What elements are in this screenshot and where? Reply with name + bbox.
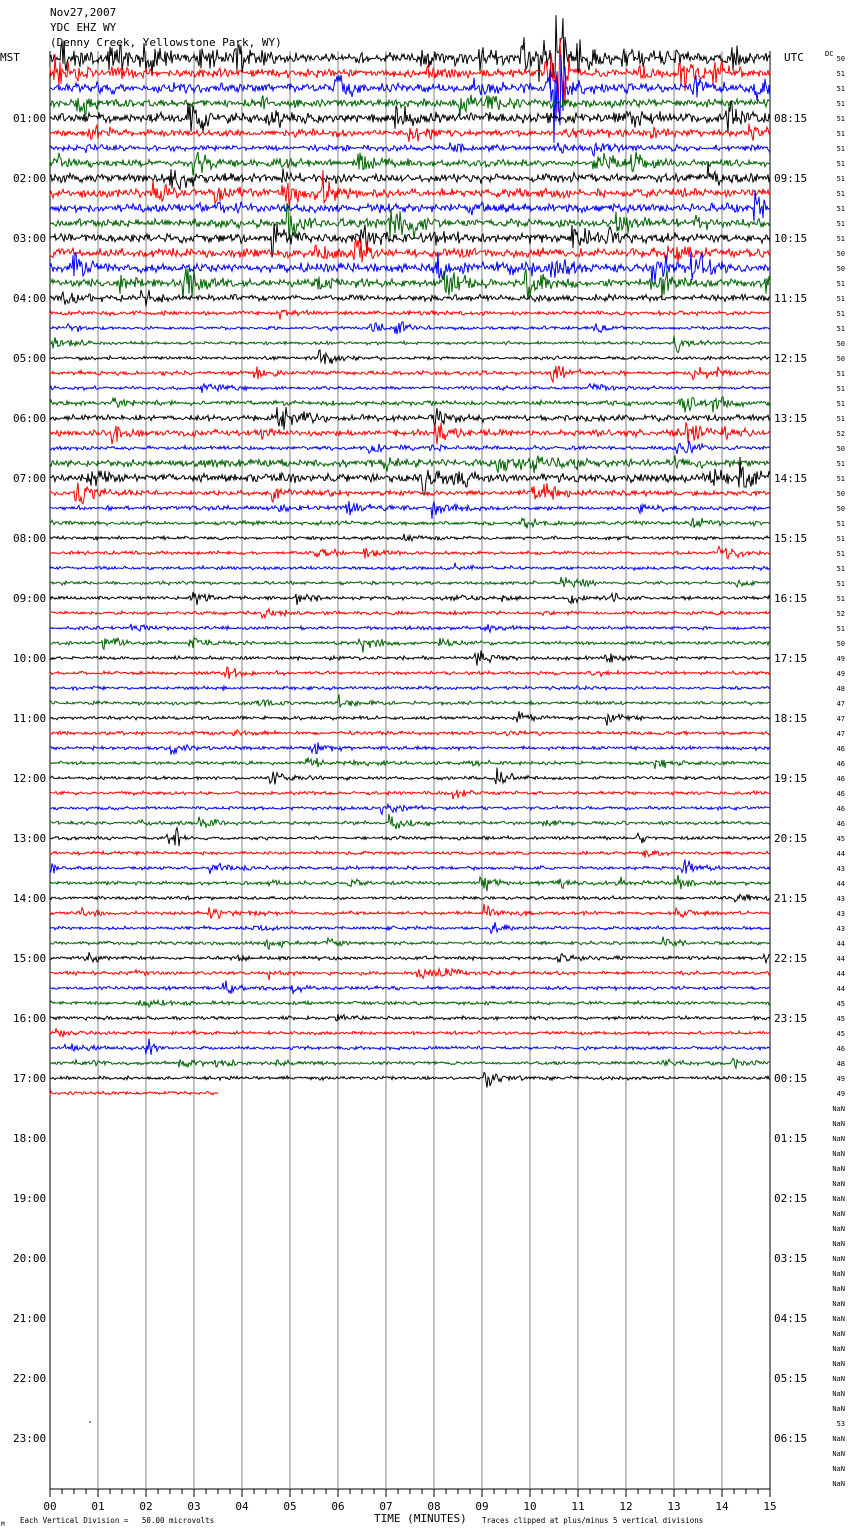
minute-gridlines [98,51,722,1489]
dc-value: 45 [836,1000,845,1008]
trace-row-27 [50,456,770,474]
dc-value: NaN [832,1105,845,1113]
mst-hour-label: 08:00 [13,532,47,545]
trace-row-24 [50,407,770,430]
utc-hour-label: 19:15 [774,772,808,785]
footer-clip-note: Traces clipped at plus/minus 5 vertical divisions [482,1516,704,1525]
dc-value: 51 [836,475,845,483]
mst-hour-label: 17:00 [13,1072,47,1085]
dc-value: 51 [836,70,845,78]
trace-row-9 [50,170,770,205]
mst-hour-label: 01:00 [13,112,47,125]
dc-value: NaN [832,1375,845,1383]
x-tick-label: 08 [427,1500,441,1513]
trace-row-67 [50,1058,770,1068]
dc-value: 43 [836,910,845,918]
dc-value: 51 [836,550,845,558]
dc-value: NaN [832,1450,845,1458]
dc-value: NaN [832,1345,845,1353]
dc-value: NaN [832,1360,845,1368]
mst-hour-labels [13,112,46,1445]
mst-hour-label: 18:00 [13,1132,47,1145]
dc-value: 50 [836,505,845,513]
trace-row-55 [50,875,770,891]
dc-value: 49 [836,1075,845,1083]
x-tick-label: 13 [667,1500,681,1513]
trace-row-5 [50,123,770,141]
trace-row-18 [50,322,770,334]
dc-value: NaN [832,1135,845,1143]
time-axis [43,1489,776,1513]
dc-value: 45 [836,1015,845,1023]
trace-row-45 [50,730,770,736]
trace-row-65 [50,1028,770,1037]
dc-value: 51 [836,130,845,138]
trace-row-43 [50,694,770,707]
utc-hour-label: 16:15 [774,592,808,605]
trace-row-35 [50,577,770,587]
dc-value: 52 [836,610,845,618]
trace-row-49 [50,790,770,800]
header-date: Nov27,2007 [50,6,117,19]
dc-value: NaN [832,1285,845,1293]
dc-value: 51 [836,460,845,468]
trace-row-53 [50,851,770,858]
mst-hour-label: 14:00 [13,892,47,905]
mst-hour-label: 20:00 [13,1252,47,1265]
dc-value: 46 [836,775,845,783]
utc-hour-label: 01:15 [774,1132,808,1145]
x-tick-label: 15 [763,1500,777,1513]
trace-row-20 [50,350,770,364]
dc-header-label: DC [825,50,834,58]
trace-row-29 [50,483,770,504]
utc-hour-label: 17:15 [774,652,808,665]
dc-value: 51 [836,385,845,393]
trace-row-26 [50,441,770,454]
x-tick-label: 03 [187,1500,201,1513]
dc-value: 49 [836,655,845,663]
dc-value: 51 [836,175,845,183]
trace-row-32 [50,534,770,541]
dc-value: 50 [836,445,845,453]
dc-offset-labels [832,55,845,1488]
dc-value: NaN [832,1120,845,1128]
dc-value: 46 [836,745,845,753]
x-tick-label: 06 [331,1500,345,1513]
mst-hour-label: 19:00 [13,1192,47,1205]
utc-hour-label: 02:15 [774,1192,808,1205]
dc-value: 51 [836,415,845,423]
dc-value: 44 [836,985,845,993]
utc-hour-label: 12:15 [774,352,808,365]
utc-hour-label: 04:15 [774,1312,808,1325]
mst-hour-label: 23:00 [13,1432,47,1445]
dc-value: 52 [836,430,845,438]
trace-row-51 [50,814,770,829]
dc-value: 51 [836,325,845,333]
x-tick-label: 12 [619,1500,633,1513]
footer-corner-mark: M [1,1521,5,1528]
dc-value: 46 [836,805,845,813]
trace-row-57 [50,904,770,919]
trace-row-30 [50,501,770,519]
dc-value: 45 [836,835,845,843]
x-tick-label: 07 [379,1500,393,1513]
trace-row-68 [50,1073,770,1088]
trace-row-52 [50,828,770,846]
trace-row-21 [50,366,770,382]
dc-value: 50 [836,250,845,258]
dc-value: NaN [832,1480,845,1488]
trace-row-64 [50,1014,770,1021]
trace-row-37 [50,609,770,618]
dc-value: NaN [832,1240,845,1248]
trace-row-4 [50,101,770,133]
trace-row-19 [50,336,770,353]
dc-value: NaN [832,1165,845,1173]
utc-hour-label: 14:15 [774,472,808,485]
trace-row-48 [50,768,770,785]
trace-row-39 [50,638,770,653]
dc-value: NaN [832,1195,845,1203]
trace-row-38 [50,624,770,632]
utc-hour-label: 09:15 [774,172,808,185]
x-tick-label: 02 [139,1500,153,1513]
trace-row-66 [50,1039,770,1055]
dc-value: 53 [836,1420,845,1428]
mst-hour-label: 12:00 [13,772,47,785]
x-tick-label: 01 [91,1500,105,1513]
trace-row-47 [50,757,770,769]
mst-hour-label: 15:00 [13,952,47,965]
left-timezone-label: MST [0,51,20,64]
x-tick-label: 05 [283,1500,297,1513]
trace-row-23 [50,397,770,413]
header-location: (Denny Creek, Yellowstone Park, WY) [50,36,282,49]
trace-row-59 [50,937,770,949]
trace-row-22 [50,384,770,393]
dc-value: 50 [836,340,845,348]
utc-hour-label: 00:15 [774,1072,808,1085]
dc-value: NaN [832,1315,845,1323]
dc-value: 51 [836,280,845,288]
utc-hour-label: 13:15 [774,412,808,425]
mst-hour-label: 10:00 [13,652,47,665]
dc-value: 43 [836,865,845,873]
mst-hour-label: 09:00 [13,592,47,605]
footer-scale-note: Each Vertical Division = 50.00 microvolts [20,1516,215,1525]
dc-value: 47 [836,715,845,723]
dc-value: 48 [836,1060,845,1068]
trace-row-17 [50,310,770,319]
mst-hour-label: 03:00 [13,232,47,245]
dc-value: NaN [832,1300,845,1308]
dc-value: 51 [836,520,845,528]
utc-hour-label: 05:15 [774,1372,808,1385]
dc-value: 51 [836,145,845,153]
trace-row-41 [50,667,770,679]
dc-value: 43 [836,925,845,933]
dc-value: 51 [836,580,845,588]
x-tick-label: 09 [475,1500,489,1513]
x-tick-label: 10 [523,1500,537,1513]
dc-value: 44 [836,970,845,978]
dc-value: 51 [836,220,845,228]
mst-hour-label: 07:00 [13,472,47,485]
mst-hour-label: 02:00 [13,172,47,185]
mst-hour-label: 05:00 [13,352,47,365]
dc-value: 44 [836,850,845,858]
trace-row-8 [50,163,770,190]
dc-value: 45 [836,1030,845,1038]
utc-hour-label: 10:15 [774,232,808,245]
x-tick-label: 00 [43,1500,57,1513]
utc-hour-label: 15:15 [774,532,808,545]
dc-value: 44 [836,940,845,948]
trace-row-34 [50,563,770,571]
dc-value: NaN [832,1405,845,1413]
dc-value: 47 [836,730,845,738]
mst-hour-label: 21:00 [13,1312,47,1325]
trace-row-7 [50,152,770,176]
dc-value: 51 [836,100,845,108]
dc-value: 48 [836,685,845,693]
utc-hour-labels [774,112,807,1445]
dc-value: NaN [832,1435,845,1443]
dc-value: 51 [836,85,845,93]
dc-value: 46 [836,820,845,828]
dc-value: NaN [832,1270,845,1278]
trace-row-61 [50,968,770,980]
mst-hour-label: 22:00 [13,1372,47,1385]
dc-value: 51 [836,565,845,573]
trace-row-60 [50,952,770,963]
x-tick-label: 11 [571,1500,585,1513]
trace-row-58 [50,922,770,933]
trace-row-25 [50,422,770,444]
trace-row-15 [50,268,770,300]
trace-row-40 [50,651,770,666]
dc-value: 51 [836,625,845,633]
utc-hour-label: 20:15 [774,832,808,845]
dc-value: NaN [832,1210,845,1218]
dc-value: NaN [832,1465,845,1473]
dc-value: NaN [832,1255,845,1263]
mst-hour-label: 04:00 [13,292,47,305]
dc-value: 51 [836,535,845,543]
trace-row-50 [50,804,770,814]
trace-row-69 [50,1091,218,1095]
dc-value: 50 [836,355,845,363]
dc-value: 51 [836,595,845,603]
dc-value: 51 [836,295,845,303]
dc-value: 51 [836,190,845,198]
mst-hour-label: 16:00 [13,1012,47,1025]
trace-row-36 [50,592,770,605]
mst-hour-label: 13:00 [13,832,47,845]
header-station: YDC EHZ WY [50,21,117,34]
dc-value: 51 [836,205,845,213]
trace-row-54 [50,860,770,874]
dc-value: NaN [832,1225,845,1233]
trace-row-33 [50,546,770,558]
dc-value: 51 [836,400,845,408]
dc-value: 51 [836,235,845,243]
trace-row-13 [50,239,770,263]
dc-value: 50 [836,640,845,648]
dc-value: 50 [836,55,845,63]
utc-hour-label: 21:15 [774,892,808,905]
utc-hour-label: 08:15 [774,112,808,125]
trace-row-42 [50,686,770,690]
stray-dot [89,1421,91,1423]
trace-row-56 [50,894,770,902]
trace-row-6 [50,143,770,156]
x-tick-label: 14 [715,1500,729,1513]
dc-value: 46 [836,760,845,768]
trace-row-44 [50,711,770,725]
trace-row-62 [50,981,770,994]
trace-row-1 [50,38,770,112]
utc-hour-label: 22:15 [774,952,808,965]
dc-value: NaN [832,1390,845,1398]
utc-hour-label: 03:15 [774,1252,808,1265]
x-tick-label: 04 [235,1500,249,1513]
utc-hour-label: 11:15 [774,292,808,305]
dc-value: NaN [832,1180,845,1188]
mst-hour-label: 06:00 [13,412,47,425]
utc-hour-label: 18:15 [774,712,808,725]
dc-value: NaN [832,1330,845,1338]
trace-row-31 [50,518,770,528]
dc-value: 46 [836,790,845,798]
mst-hour-label: 11:00 [13,712,47,725]
dc-value: 51 [836,115,845,123]
dc-value: 49 [836,670,845,678]
dc-value: 51 [836,370,845,378]
dc-value: 44 [836,880,845,888]
dc-value: 47 [836,700,845,708]
dc-value: 49 [836,1090,845,1098]
trace-row-46 [50,742,770,754]
dc-value: NaN [832,1150,845,1158]
dc-value: 43 [836,895,845,903]
right-timezone-label: UTC [784,51,804,64]
utc-hour-label: 06:15 [774,1432,808,1445]
dc-value: 46 [836,1045,845,1053]
dc-value: 50 [836,490,845,498]
trace-row-3 [50,95,770,117]
x-axis-title: TIME (MINUTES) [374,1512,467,1525]
dc-value: 51 [836,160,845,168]
dc-value: 44 [836,955,845,963]
seismic-traces [50,15,770,1095]
trace-row-14 [50,251,770,284]
dc-value: 50 [836,265,845,273]
trace-row-63 [50,1000,770,1007]
dc-value: 51 [836,310,845,318]
utc-hour-label: 23:15 [774,1012,808,1025]
